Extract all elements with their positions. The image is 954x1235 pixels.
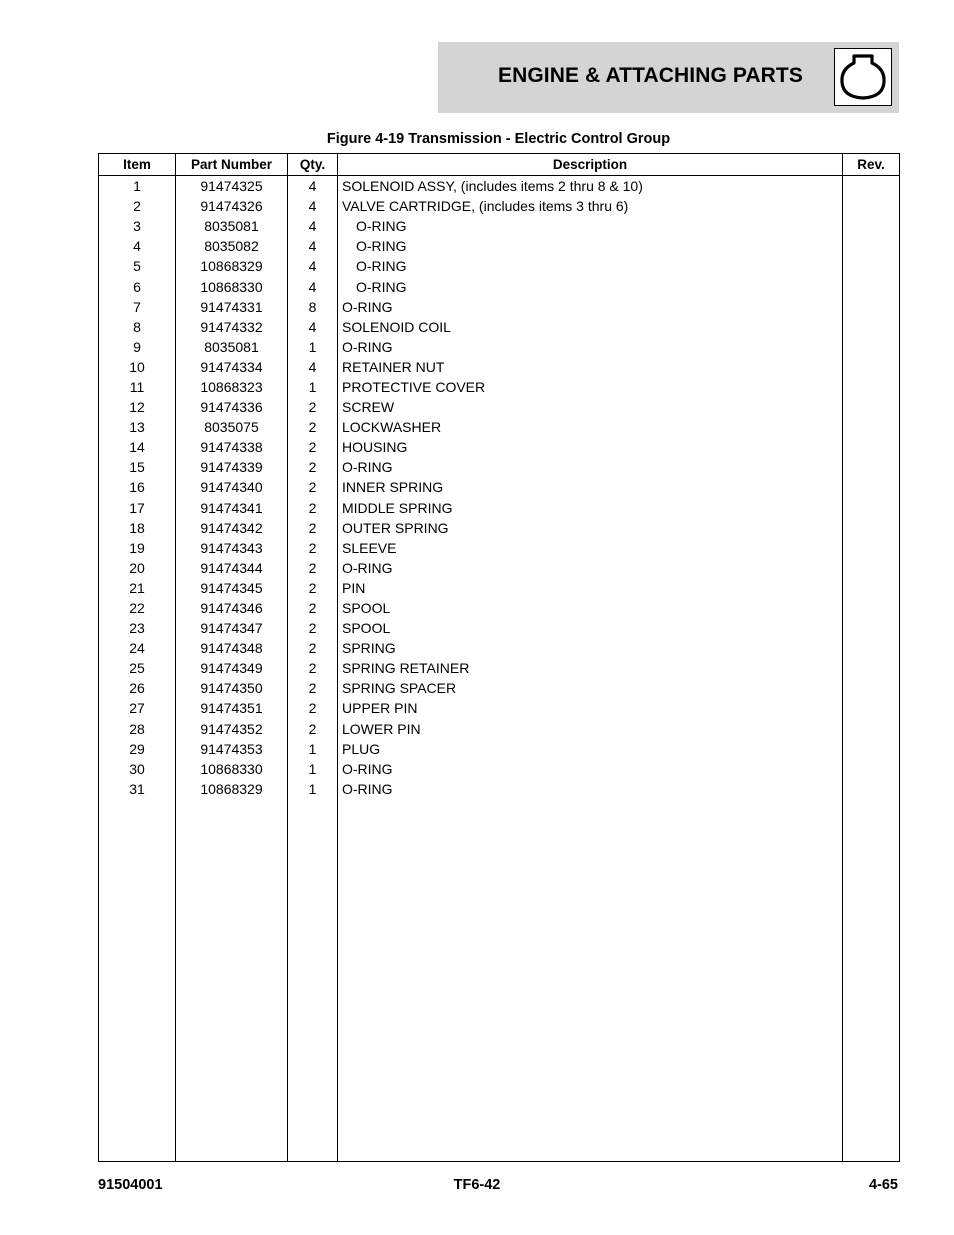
description-cell: HOUSING: [338, 437, 843, 457]
qty-cell: 4: [288, 216, 338, 236]
description-cell: O-RING: [338, 337, 843, 357]
qty-cell: 2: [288, 618, 338, 638]
part-number-cell: 91474346: [176, 598, 288, 618]
qty-cell: 4: [288, 357, 338, 377]
qty-cell: 1: [288, 759, 338, 779]
rev-cell: [843, 618, 900, 638]
table-row: [99, 598, 900, 618]
item-cell: 18: [99, 518, 176, 538]
rev-cell: [843, 477, 900, 497]
table-body: [99, 176, 900, 1162]
parts-table: [98, 153, 900, 1162]
table-row: [99, 759, 900, 779]
table-row: [99, 538, 900, 558]
section-title: ENGINE & ATTACHING PARTS: [498, 64, 803, 87]
table-row: [99, 196, 900, 216]
part-number-cell: 91474334: [176, 357, 288, 377]
footer-page-number: 4-65: [868, 1177, 898, 1193]
part-number-cell: 10868329: [176, 779, 288, 799]
rev-cell: [843, 256, 900, 276]
part-number-cell: 91474350: [176, 678, 288, 698]
item-cell: 19: [99, 538, 176, 558]
description-cell: O-RING: [338, 236, 843, 256]
part-number-cell: 10868323: [176, 377, 288, 397]
rev-cell: [843, 638, 900, 658]
qty-cell: 2: [288, 477, 338, 497]
table-header-row: [99, 154, 900, 176]
table-row: [99, 618, 900, 638]
item-cell: 31: [99, 779, 176, 799]
qty-cell: 2: [288, 719, 338, 739]
item-cell: 25: [99, 658, 176, 678]
description-cell: PLUG: [338, 739, 843, 759]
part-number-cell: 91474348: [176, 638, 288, 658]
part-number-cell: 8035082: [176, 236, 288, 256]
part-number-cell: 10868330: [176, 276, 288, 296]
item-cell: 9: [99, 337, 176, 357]
item-cell: 5: [99, 256, 176, 276]
part-number-cell: 91474338: [176, 437, 288, 457]
figure-title: Figure 4-19 Transmission - Electric Control Group: [326, 131, 671, 147]
description-cell: O-RING: [338, 297, 843, 317]
empty-cell: [338, 799, 843, 1162]
part-number-cell: 91474349: [176, 658, 288, 678]
qty-cell: 1: [288, 739, 338, 759]
empty-cell: [843, 799, 900, 1162]
table-row: [99, 357, 900, 377]
rev-cell: [843, 377, 900, 397]
qty-cell: 2: [288, 698, 338, 718]
rev-cell: [843, 598, 900, 618]
footer-document-number: 91504001: [98, 1177, 163, 1193]
rev-cell: [843, 538, 900, 558]
qty-cell: 2: [288, 678, 338, 698]
engine-icon: [834, 48, 892, 106]
description-cell: O-RING: [338, 276, 843, 296]
table-row: [99, 276, 900, 296]
table-row: [99, 437, 900, 457]
part-number-cell: 91474340: [176, 477, 288, 497]
rev-cell: [843, 297, 900, 317]
rev-cell: [843, 276, 900, 296]
part-number-cell: 91474345: [176, 578, 288, 598]
item-cell: 10: [99, 357, 176, 377]
empty-cell: [288, 799, 338, 1162]
qty-cell: 1: [288, 779, 338, 799]
item-cell: 6: [99, 276, 176, 296]
qty-cell: 4: [288, 317, 338, 337]
column-header-description: Description: [338, 154, 843, 176]
qty-cell: 2: [288, 638, 338, 658]
table-row: [99, 678, 900, 698]
table-row: [99, 779, 900, 799]
table-row: [99, 297, 900, 317]
description-cell: SPRING SPACER: [338, 678, 843, 698]
item-cell: 22: [99, 598, 176, 618]
table-row: [99, 417, 900, 437]
item-cell: 23: [99, 618, 176, 638]
qty-cell: 2: [288, 437, 338, 457]
description-cell: LOCKWASHER: [338, 417, 843, 437]
part-number-cell: 91474336: [176, 397, 288, 417]
qty-cell: 4: [288, 256, 338, 276]
description-cell: UPPER PIN: [338, 698, 843, 718]
rev-cell: [843, 176, 900, 197]
description-cell: PROTECTIVE COVER: [338, 377, 843, 397]
table-row: [99, 578, 900, 598]
rev-cell: [843, 216, 900, 236]
item-cell: 15: [99, 457, 176, 477]
rev-cell: [843, 578, 900, 598]
description-cell: MIDDLE SPRING: [338, 498, 843, 518]
description-cell: O-RING: [338, 558, 843, 578]
column-header-item: Item: [99, 154, 176, 176]
qty-cell: 2: [288, 417, 338, 437]
rev-cell: [843, 457, 900, 477]
part-number-cell: 91474344: [176, 558, 288, 578]
table-row: [99, 739, 900, 759]
item-cell: 16: [99, 477, 176, 497]
table-row: [99, 558, 900, 578]
part-number-cell: 91474342: [176, 518, 288, 538]
description-cell: SPOOL: [338, 618, 843, 638]
rev-cell: [843, 417, 900, 437]
table-row: [99, 638, 900, 658]
item-cell: 24: [99, 638, 176, 658]
part-number-cell: 10868329: [176, 256, 288, 276]
rev-cell: [843, 658, 900, 678]
item-cell: 12: [99, 397, 176, 417]
part-number-cell: 91474339: [176, 457, 288, 477]
table-row: [99, 518, 900, 538]
qty-cell: 2: [288, 598, 338, 618]
column-header-qty: Qty.: [288, 154, 338, 176]
qty-cell: 1: [288, 377, 338, 397]
item-cell: 21: [99, 578, 176, 598]
rev-cell: [843, 437, 900, 457]
item-cell: 26: [99, 678, 176, 698]
rev-cell: [843, 558, 900, 578]
description-cell: PIN: [338, 578, 843, 598]
description-cell: SOLENOID COIL: [338, 317, 843, 337]
item-cell: 30: [99, 759, 176, 779]
qty-cell: 4: [288, 276, 338, 296]
description-cell: SCREW: [338, 397, 843, 417]
description-cell: O-RING: [338, 256, 843, 276]
qty-cell: 2: [288, 558, 338, 578]
part-number-cell: 91474347: [176, 618, 288, 638]
table-row: [99, 337, 900, 357]
rev-cell: [843, 698, 900, 718]
table-row: [99, 236, 900, 256]
description-cell: SLEEVE: [338, 538, 843, 558]
description-cell: O-RING: [338, 457, 843, 477]
table-row: [99, 719, 900, 739]
rev-cell: [843, 196, 900, 216]
description-cell: O-RING: [338, 216, 843, 236]
table-row: [99, 176, 900, 197]
rev-cell: [843, 719, 900, 739]
qty-cell: 8: [288, 297, 338, 317]
qty-cell: 1: [288, 337, 338, 357]
item-cell: 14: [99, 437, 176, 457]
rev-cell: [843, 779, 900, 799]
qty-cell: 2: [288, 658, 338, 678]
qty-cell: 2: [288, 397, 338, 417]
rev-cell: [843, 518, 900, 538]
table-row: [99, 317, 900, 337]
part-number-cell: 91474331: [176, 297, 288, 317]
rev-cell: [843, 357, 900, 377]
column-header-rev: Rev.: [843, 154, 900, 176]
rev-cell: [843, 739, 900, 759]
description-cell: INNER SPRING: [338, 477, 843, 497]
table-row: [99, 457, 900, 477]
empty-cell: [176, 799, 288, 1162]
qty-cell: 2: [288, 578, 338, 598]
item-cell: 2: [99, 196, 176, 216]
table-row: [99, 256, 900, 276]
item-cell: 17: [99, 498, 176, 518]
description-cell: VALVE CARTRIDGE, (includes items 3 thru 6): [338, 196, 843, 216]
part-number-cell: 91474352: [176, 719, 288, 739]
item-cell: 8: [99, 317, 176, 337]
part-number-cell: 91474353: [176, 739, 288, 759]
table-row: [99, 498, 900, 518]
description-cell: SPRING: [338, 638, 843, 658]
description-cell: SPOOL: [338, 598, 843, 618]
rev-cell: [843, 236, 900, 256]
part-number-cell: 91474325: [176, 176, 288, 197]
table-row: [99, 397, 900, 417]
part-number-cell: 91474341: [176, 498, 288, 518]
part-number-cell: 10868330: [176, 759, 288, 779]
rev-cell: [843, 498, 900, 518]
part-number-cell: 91474332: [176, 317, 288, 337]
rev-cell: [843, 317, 900, 337]
qty-cell: 4: [288, 196, 338, 216]
item-cell: 13: [99, 417, 176, 437]
qty-cell: 4: [288, 236, 338, 256]
item-cell: 7: [99, 297, 176, 317]
part-number-cell: 8035075: [176, 417, 288, 437]
column-header-part-number: Part Number: [176, 154, 288, 176]
table-row: [99, 216, 900, 236]
description-cell: O-RING: [338, 779, 843, 799]
item-cell: 20: [99, 558, 176, 578]
footer-page-code: TF6-42: [453, 1177, 501, 1193]
qty-cell: 4: [288, 176, 338, 197]
table-row: [99, 698, 900, 718]
part-number-cell: 91474326: [176, 196, 288, 216]
item-cell: 1: [99, 176, 176, 197]
rev-cell: [843, 759, 900, 779]
qty-cell: 2: [288, 518, 338, 538]
table-row: [99, 658, 900, 678]
rev-cell: [843, 397, 900, 417]
item-cell: 4: [99, 236, 176, 256]
rev-cell: [843, 337, 900, 357]
part-number-cell: 91474351: [176, 698, 288, 718]
description-cell: RETAINER NUT: [338, 357, 843, 377]
item-cell: 3: [99, 216, 176, 236]
part-number-cell: 91474343: [176, 538, 288, 558]
qty-cell: 2: [288, 498, 338, 518]
qty-cell: 2: [288, 538, 338, 558]
table-row: [99, 377, 900, 397]
part-number-cell: 8035081: [176, 216, 288, 236]
item-cell: 29: [99, 739, 176, 759]
description-cell: SOLENOID ASSY, (includes items 2 thru 8 & 10): [338, 176, 843, 197]
description-cell: O-RING: [338, 759, 843, 779]
part-number-cell: 8035081: [176, 337, 288, 357]
description-cell: LOWER PIN: [338, 719, 843, 739]
description-cell: OUTER SPRING: [338, 518, 843, 538]
rev-cell: [843, 678, 900, 698]
item-cell: 28: [99, 719, 176, 739]
section-header: [438, 42, 899, 113]
empty-cell: [99, 799, 176, 1162]
table-row: [99, 477, 900, 497]
description-cell: SPRING RETAINER: [338, 658, 843, 678]
table-filler-row: [99, 799, 900, 1162]
item-cell: 11: [99, 377, 176, 397]
qty-cell: 2: [288, 457, 338, 477]
item-cell: 27: [99, 698, 176, 718]
